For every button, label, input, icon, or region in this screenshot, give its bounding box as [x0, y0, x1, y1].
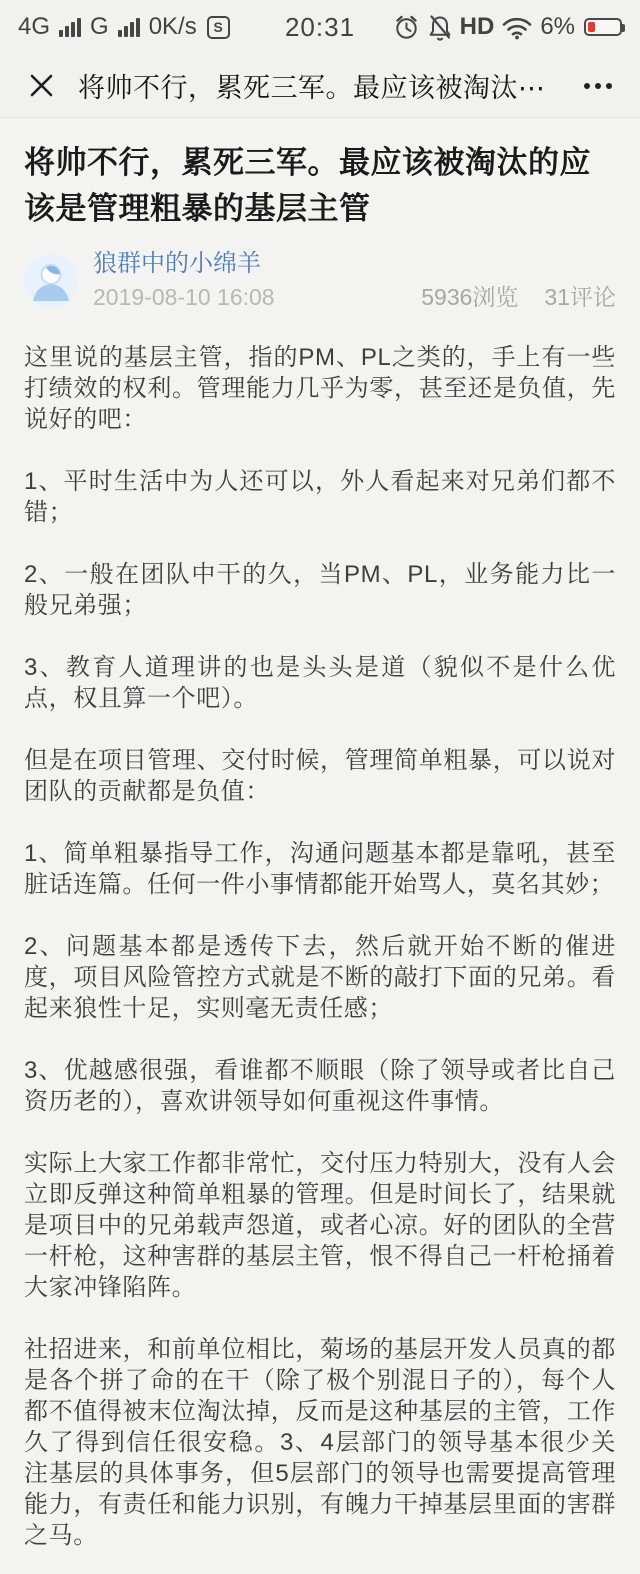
paragraph: 1、平时生活中为人还可以，外人看起来对兄弟们都不错； — [24, 468, 616, 526]
user-avatar-icon[interactable] — [24, 254, 78, 308]
signal-bars-icon — [118, 17, 140, 37]
paragraph: 3、教育人道理讲的也是头头是道（貌似不是什么优点，权且算一个吧）。 — [24, 654, 616, 712]
avatar-figure-icon — [24, 254, 78, 308]
paragraph: 实际上大家工作都非常忙，交付压力特别大，没有人会立即反弹这种简单粗暴的管理。但是时间长了，结果就是项目中的兄弟载声怨道，或者心凉。好的团队的全营一杆枪，这种害群的基层主管，恨不得自己一杆枪捅着大家冲锋陷阵。 — [24, 1150, 616, 1301]
article-container — [0, 140, 640, 1551]
network-type-label: 4G — [18, 13, 51, 40]
author-row — [24, 249, 616, 312]
sim-message-icon: S — [207, 16, 230, 39]
signal-bars-icon — [59, 17, 81, 37]
hd-indicator: HD — [459, 13, 495, 40]
status-left — [18, 13, 285, 41]
network-speed: 0K/s — [148, 13, 197, 40]
comment-count: 31评论 — [544, 284, 616, 310]
paragraph: 2、问题基本都是透传下去，然后就开始不断的催进度，项目风险管控方式就是不断的敲打下面的兄弟。看起来狼性十足，实则毫无责任感； — [24, 933, 616, 1022]
paragraph: 3、优越感很强，看谁都不顺眼（除了领导或者比自己资历老的），喜欢讲领导如何重视这件事情。 — [24, 1057, 616, 1115]
close-button[interactable] — [26, 71, 56, 101]
paragraph: 1、简单粗暴指导工作，沟通问题基本都是靠吼，甚至脏话连篇。任何一件小事情都能开始骂人，莫名其妙； — [24, 840, 616, 898]
paragraph: 但是在项目管理、交付时候，管理简单粗暴，可以说对团队的贡献都是负值： — [24, 747, 616, 805]
battery-percent: 6% — [540, 13, 576, 40]
paragraph: 社招进来，和前单位相比，菊场的基层开发人员真的都是各个拼了命的在干（除了极个别混日子的），每个人都不值得被末位淘汰掉，反而是这种基层的主管，工作久了得到信任很安稳。3、4层部门的领导基本很少关注基层的具体事务，但5层部门的领导也需要提高管理能力，有责任和能力识别，有魄力干掉基层里面的害群之马。 — [24, 1336, 616, 1549]
alarm-clock-icon — [393, 14, 420, 41]
status-bar — [0, 0, 640, 54]
notifications-muted-icon — [427, 14, 453, 41]
author-meta — [93, 249, 616, 312]
battery-low-icon — [584, 18, 622, 36]
network-type-2-label: G — [90, 13, 109, 40]
nav-bar — [0, 54, 640, 118]
nav-page-title: 将帅不行，累死三军。最应该被淘汰⋯ — [78, 73, 546, 103]
article-body — [24, 342, 616, 1551]
more-options-button[interactable] — [582, 73, 614, 99]
clock-time: 20:31 — [284, 11, 356, 42]
wifi-icon — [501, 15, 533, 40]
paragraph: 这里说的基层主管，指的PM、PL之类的，手上有一些打绩效的权利。管理能力几乎为零，甚至还是负值，先说好的吧： — [24, 344, 616, 433]
paragraph: 2、一般在团队中干的久，当PM、PL，业务能力比一般兄弟强； — [24, 561, 616, 619]
close-icon — [28, 72, 55, 99]
view-count: 5936浏览 — [421, 284, 519, 310]
article-title: 将帅不行，累死三军。最应该被淘汰的应该是管理粗暴的基层主管 — [24, 145, 591, 226]
article-stats — [421, 279, 616, 312]
status-right — [355, 13, 622, 41]
more-options-icon — [584, 83, 590, 89]
author-name-link[interactable]: 狼群中的小绵羊 — [93, 250, 261, 277]
publish-date: 2019-08-10 16:08 — [93, 284, 275, 310]
